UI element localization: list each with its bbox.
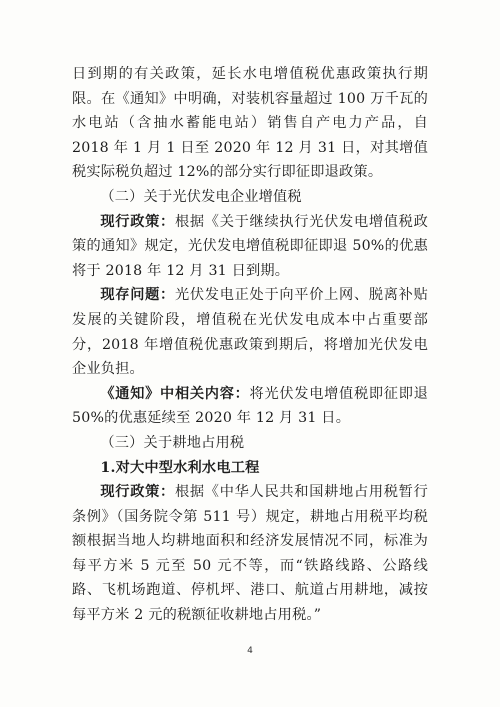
section-heading-solar: （二）关于光伏发电企业增值税: [100, 188, 302, 205]
text-current-policy: 根据《关于继续执行光伏发电增值税政策的通知》规定，光伏发电增值税即征即退 50%的优惠将于 2018 年 12 月 31 日到期。: [72, 213, 428, 279]
document-body: [72, 62, 428, 628]
paragraph-solar-existing-problem: [72, 283, 428, 381]
paragraph-hydro-policy: 日到期的有关政策，延长水电增值税优惠政策执行期限。在《通知》中明确，对装机容量超过 100 万千瓦的水电站（含抽水蓄能电站）销售自产电力产品，自 2018 年 1 月 1 日至 2020 年 12 月 31 日，对其增值税实际税负超过 12%的部分实行即征即退政策。: [72, 66, 428, 181]
paragraph-farmland-current-policy: [72, 480, 428, 628]
subsection-heading-hydro: 1.对大中型水利水电工程: [100, 459, 260, 476]
text-notice-content: 将光伏发电增值税即征即退 50%的优惠延续至 2020 年 12 月 31 日。: [72, 385, 428, 427]
page-number: 4: [247, 646, 253, 656]
label-farmland-current-policy: 现行政策：: [100, 484, 175, 501]
text-farmland-current-policy: 根据《中华人民共和国耕地占用税暂行条例》（国务院令第 511 号）规定，耕地占用税平均税额根据当地人均耕地面积和经济发展情况不同，标准为每平方米 5 元至 50 元不等，而“铁路线路、公路线路、飞机场跑道、停机坪、港口、航道占用耕地，减按每平方米 2 元的税额征收耕地占用税。”: [72, 484, 428, 624]
paragraph-solar-notice-content: [72, 382, 428, 431]
paragraph-solar-current-policy: [72, 210, 428, 284]
text-existing-problem: 光伏发电正处于向平价上网、脱离补贴发展的关键阶段，增值税在光伏发电成本中占重要部分，2018 年增值税优惠政策到期后，将增加光伏发电企业负担。: [72, 287, 428, 378]
label-current-policy: 现行政策：: [100, 213, 175, 230]
label-existing-problem: 现存问题：: [100, 287, 175, 304]
label-notice-content: 《通知》中相关内容：: [100, 385, 250, 402]
section-heading-farmland: （三）关于耕地占用税: [100, 434, 245, 451]
